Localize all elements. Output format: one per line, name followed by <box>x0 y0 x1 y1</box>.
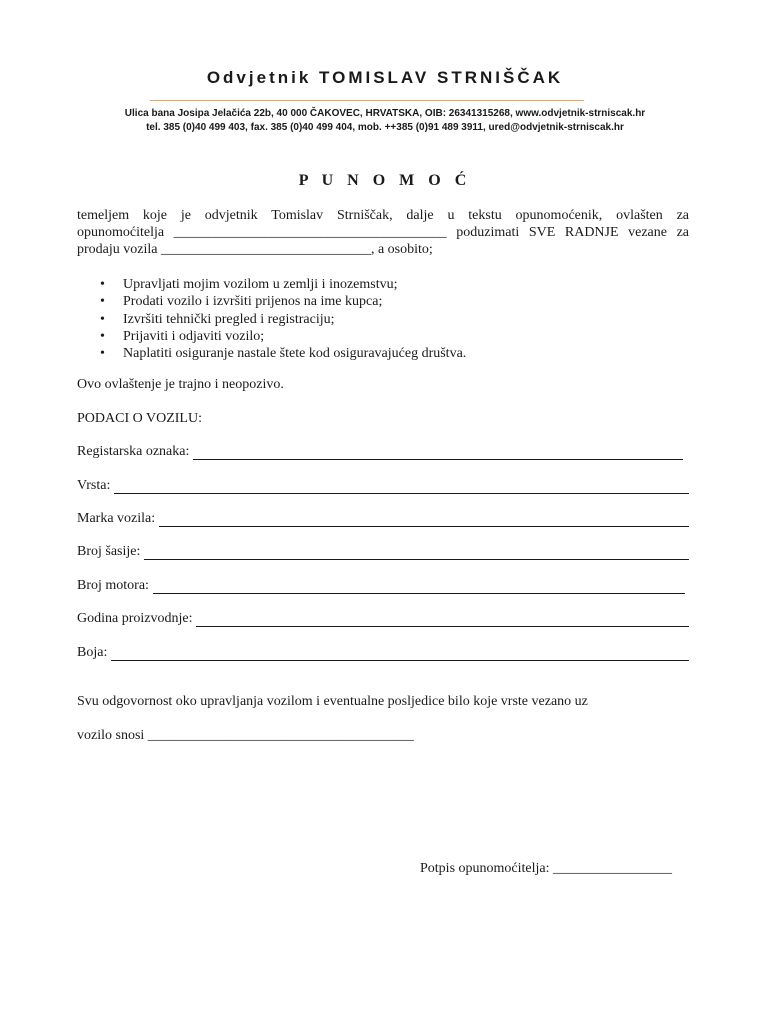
color-blank[interactable] <box>111 648 689 661</box>
list-item <box>77 328 689 345</box>
registration-label: Registarska oznaka: <box>77 444 190 459</box>
list-item <box>77 293 689 310</box>
permanent-statement: Ovo ovlaštenje je trajno i neopozivo. <box>77 377 284 392</box>
bullet-icon: • <box>100 311 105 327</box>
list-item-text: Naplatiti osiguranje nastale štete kod osiguravajućeg društva. <box>123 346 467 362</box>
engine-blank[interactable] <box>153 581 685 594</box>
list-item <box>77 311 689 328</box>
intro-paragraph <box>77 207 689 258</box>
chassis-label: Broj šasije: <box>77 544 141 559</box>
chassis-blank[interactable] <box>144 547 689 560</box>
bullet-icon: • <box>100 294 105 310</box>
document-title: P U N O M O Ć <box>298 172 472 189</box>
intro-line: prodaju vozila ______________________________, a osobito; <box>77 242 433 257</box>
list-item-text: Prijaviti i odjaviti vozilo; <box>123 328 265 344</box>
law-office-name: Odvjetnik TOMISLAV STRNIŠČAK <box>206 68 564 87</box>
year-label: Godina proizvodnje: <box>77 611 193 626</box>
bullet-icon: • <box>100 277 105 292</box>
type-label: Vrsta: <box>77 478 111 493</box>
year-blank[interactable] <box>196 614 689 627</box>
registration-field[interactable] <box>77 444 683 460</box>
year-field[interactable] <box>77 611 689 627</box>
make-label: Marka vozila: <box>77 511 156 526</box>
list-item-text: Izvršiti tehnički pregled i registraciju; <box>123 311 335 327</box>
list-item-text: Upravljati mojim vozilom u zemlji i inozemstvu; <box>123 277 398 292</box>
list-item <box>77 345 689 362</box>
color-label: Boja: <box>77 645 108 660</box>
office-contact: tel. 385 (0)40 499 403, fax. 385 (0)40 499 404, mob. ++385 (0)91 489 3911, ured@odvjetnik-strniscak.hr <box>146 122 624 133</box>
type-blank[interactable] <box>114 481 689 494</box>
signature-label: Potpis opunomoćitelja: _________________ <box>420 861 672 876</box>
intro-line: temeljem koje je odvjetnik Tomislav Strniščak, dalje u tekstu opunomoćenik, ovlašten za <box>77 208 689 223</box>
make-blank[interactable] <box>159 514 689 527</box>
header-divider <box>150 100 584 101</box>
registration-blank[interactable] <box>193 447 683 460</box>
engine-label: Broj motora: <box>77 578 149 593</box>
list-item-text: Prodati vozilo i izvršiti prijenos na ime kupca; <box>123 294 383 310</box>
type-field[interactable] <box>77 478 689 494</box>
chassis-field[interactable] <box>77 544 689 560</box>
engine-field[interactable] <box>77 578 685 594</box>
list-item <box>77 276 689 293</box>
intro-line: opunomoćitelja _______________________________________ poduzimati SVE RADNJE vezane za <box>77 225 689 240</box>
make-field[interactable] <box>77 511 689 527</box>
bullet-icon: • <box>100 328 105 344</box>
authority-list <box>77 276 689 362</box>
bullet-icon: • <box>100 346 105 362</box>
vehicle-section-title: PODACI O VOZILU: <box>77 411 202 426</box>
responsibility-line: Svu odgovornost oko upravljanja vozilom i eventualne posljedice bilo koje vrste vezano uz <box>77 694 588 709</box>
office-address: Ulica bana Josipa Jelačića 22b, 40 000 ČAKOVEC, HRVATSKA, OIB: 26341315268, www.odvjetnik-strniscak.hr <box>124 108 646 119</box>
color-field[interactable] <box>77 645 689 661</box>
responsibility-line: vozilo snosi ______________________________________ <box>77 728 414 743</box>
